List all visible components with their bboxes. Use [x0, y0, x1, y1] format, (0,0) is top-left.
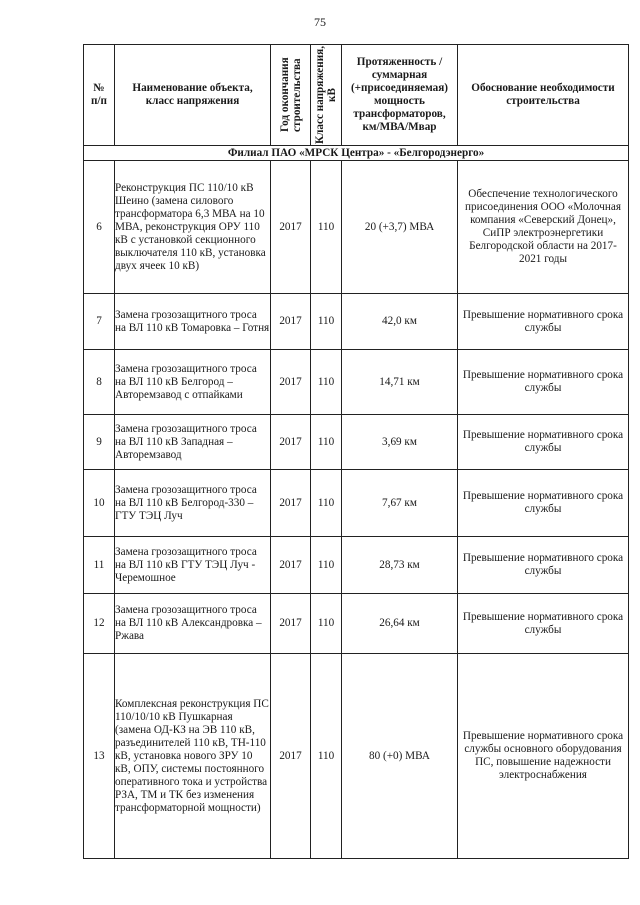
table-row: [84, 161, 629, 294]
row-justification: Превышение нормативного срока службы основного оборудования ПС, повышение надежности электроснабжения: [458, 654, 629, 859]
row-justification: Превышение нормативного срока службы: [458, 415, 629, 470]
row-justification: Превышение нормативного срока службы: [458, 594, 629, 654]
row-length: 26,64 км: [342, 594, 458, 654]
row-name: Замена грозозащитного троса на ВЛ 110 кВ Александровка – Ржава: [115, 594, 271, 654]
row-num: 12: [84, 594, 115, 654]
row-name: Реконструкция ПС 110/10 кВ Шеино (замена силового трансформатора 6,3 МВА на 10 МВА, реконструкция ОРУ 110 кВ с установкой секционного выключателя 110 кВ, установка двух ячеек 10 кВ): [115, 161, 271, 294]
row-length: 3,69 км: [342, 415, 458, 470]
row-num: 8: [84, 350, 115, 415]
row-length: 80 (+0) МВА: [342, 654, 458, 859]
header-voltage-class: Класс напряжения, кВ: [311, 45, 342, 146]
row-justification: Превышение нормативного срока службы: [458, 294, 629, 350]
row-voltage: 110: [311, 594, 342, 654]
header-length-power: Протяженность / суммарная (+присоединяемая) мощность трансформаторов, км/МВА/Мвар: [342, 45, 458, 146]
branch-title: Филиал ПАО «МРСК Центра» - «Белгородэнерго»: [84, 146, 629, 161]
row-name: Замена грозозащитного троса на ВЛ 110 кВ Белгород – Авторемзавод с отпайками: [115, 350, 271, 415]
row-num: 11: [84, 537, 115, 594]
row-year: 2017: [271, 594, 311, 654]
table-row: [84, 415, 629, 470]
header-num: № п/п: [84, 45, 115, 146]
row-name: Замена грозозащитного троса на ВЛ 110 кВ Белгород-330 – ГТУ ТЭЦ Луч: [115, 470, 271, 537]
header-justification: Обоснование необходимости строительства: [458, 45, 629, 146]
row-name: Замена грозозащитного троса на ВЛ 110 кВ Западная – Авторемзавод: [115, 415, 271, 470]
row-year: 2017: [271, 350, 311, 415]
table-row: [84, 537, 629, 594]
table-row: [84, 594, 629, 654]
row-num: 7: [84, 294, 115, 350]
row-length: 20 (+3,7) МВА: [342, 161, 458, 294]
row-justification: Обеспечение технологического присоединения ООО «Молочная компания «Северский Донец», СиПР электроэнергетики Белгородской области на 2017-2021 годы: [458, 161, 629, 294]
table-row: [84, 294, 629, 350]
row-length: 42,0 км: [342, 294, 458, 350]
row-year: 2017: [271, 654, 311, 859]
row-name: Замена грозозащитного троса на ВЛ 110 кВ Томаровка – Готня: [115, 294, 271, 350]
row-voltage: 110: [311, 294, 342, 350]
row-voltage: 110: [311, 415, 342, 470]
row-num: 6: [84, 161, 115, 294]
row-num: 13: [84, 654, 115, 859]
row-length: 28,73 км: [342, 537, 458, 594]
table-header-row: [84, 45, 629, 146]
row-voltage: 110: [311, 161, 342, 294]
row-name: Комплексная реконструкция ПС 110/10/10 кВ Пушкарная (замена ОД-КЗ на ЭВ 110 кВ, разъединителей 110 кВ, ТН-110 кВ, установка нового ЗРУ 10 кВ, ОПУ, системы постоянного оперативного тока и устройства РЗА, ТМ и ТК без изменения трансформаторной мощности): [115, 654, 271, 859]
row-length: 7,67 км: [342, 470, 458, 537]
row-name: Замена грозозащитного троса на ВЛ 110 кВ ГТУ ТЭЦ Луч - Черемошное: [115, 537, 271, 594]
row-year: 2017: [271, 415, 311, 470]
table-row: [84, 654, 629, 859]
row-voltage: 110: [311, 654, 342, 859]
row-year: 2017: [271, 294, 311, 350]
investment-table: [83, 44, 629, 859]
row-year: 2017: [271, 470, 311, 537]
row-justification: Превышение нормативного срока службы: [458, 470, 629, 537]
row-num: 9: [84, 415, 115, 470]
branch-row: [84, 146, 629, 161]
row-voltage: 110: [311, 537, 342, 594]
row-length: 14,71 км: [342, 350, 458, 415]
row-justification: Превышение нормативного срока службы: [458, 537, 629, 594]
table-row: [84, 350, 629, 415]
header-year: Год окончания строительства: [271, 45, 311, 146]
row-year: 2017: [271, 161, 311, 294]
row-justification: Превышение нормативного срока службы: [458, 350, 629, 415]
row-voltage: 110: [311, 470, 342, 537]
row-year: 2017: [271, 537, 311, 594]
row-voltage: 110: [311, 350, 342, 415]
row-num: 10: [84, 470, 115, 537]
page-number: 75: [314, 15, 326, 29]
header-name: Наименование объекта, класс напряжения: [115, 45, 271, 146]
table-row: [84, 470, 629, 537]
